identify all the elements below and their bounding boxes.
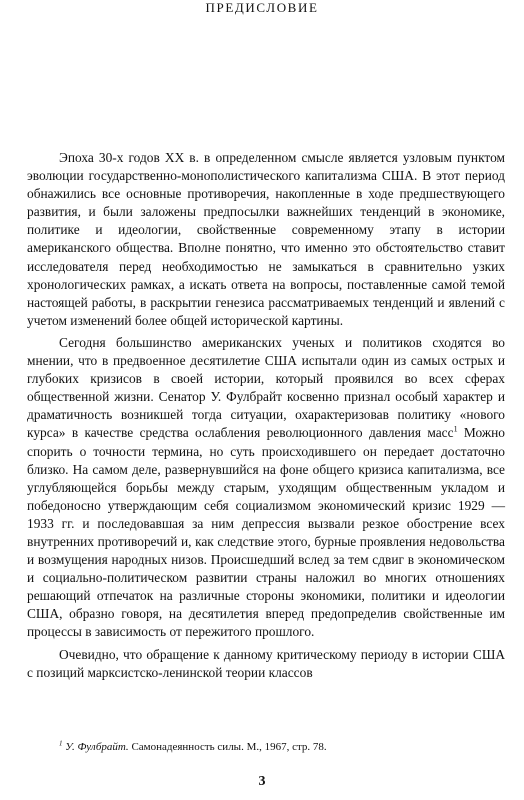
footnote-mark: 1 [59, 739, 63, 748]
paragraph-2-start: Сегодня большинство американских ученых и политиков сходятся во мнении, что в предвоенное десятилетие США испытали один из самых острых и глубоких кризисов в своей истории, который проявился во всех сферах общественной жизни. Сенатор У. Фулбрайт косвенно признал особый характер и драматичность возникшей тогда ситуации, охарактеризовав политику «нового курса» в качестве средства ослабления революционного давления масс [27, 334, 505, 441]
footnote-author: У. Фулбрайт. [65, 741, 129, 753]
main-text [27, 149, 505, 682]
paragraph-1: Эпоха 30-х годов XX в. в определенном смысле является узловым пунктом эволюции государственно-монополистического капитализма США. В этот период обнажились все основные противоречия, накопленные в ходе предшествующего развития, и были заложены предпосылки важнейших тенденций в экономике, политике и идеологии, свойственные современному этапу в истории американского общества. Вполне понятно, что именно это обстоятельство ставит исследователя перед необходимостью не замыкаться в сравнительно узких хронологических рамках, а искать ответа на вопросы, поставленные самой темой настоящей работы, в раскрытии генезиса рассматриваемых тенденций и явлений с учетом изменений более общей исторической картины. [27, 150, 505, 328]
paragraph-2-end: Можно спорить о точности термина, но суть происходившего он передает достаточно близко. На самом деле, развернувшийся на фоне общего кризиса капитализма, все углубляющейся борьбы между старым, уходящим общественным укладом и победоносно утверждающим себя социализмом экономический кризис 1929 — 1933 гг. и последовавшая за ним депрессия вызвали резкое обострение всех внутренних противоречий и, как следствие этого, бурные проявления недовольства и возмущения народных низов. Происшедший вслед за тем сдвиг в экономическом и социально-политическом развитии страны наложил во многих отношениях решающий отпечаток на различные стороны экономики, политики и идеологии США, образно говоря, на десятилетия вперед предопределив свойственные им процессы в зависимость от пережитого прошлого. [27, 425, 505, 640]
page-number: 3 [258, 774, 266, 789]
footnote-reference: 1 [453, 424, 458, 434]
paragraph-3: Очевидно, что обращение к данному критическому периоду в истории США с позиций марксистско-ленинской теории классов [27, 646, 505, 680]
chapter-heading: ПРЕДИСЛОВИЕ [205, 0, 319, 15]
footnote [27, 740, 505, 754]
paragraph-2 [27, 334, 505, 642]
footnote-text: Самонадеянность силы. М., 1967, стр. 78. [128, 741, 327, 753]
